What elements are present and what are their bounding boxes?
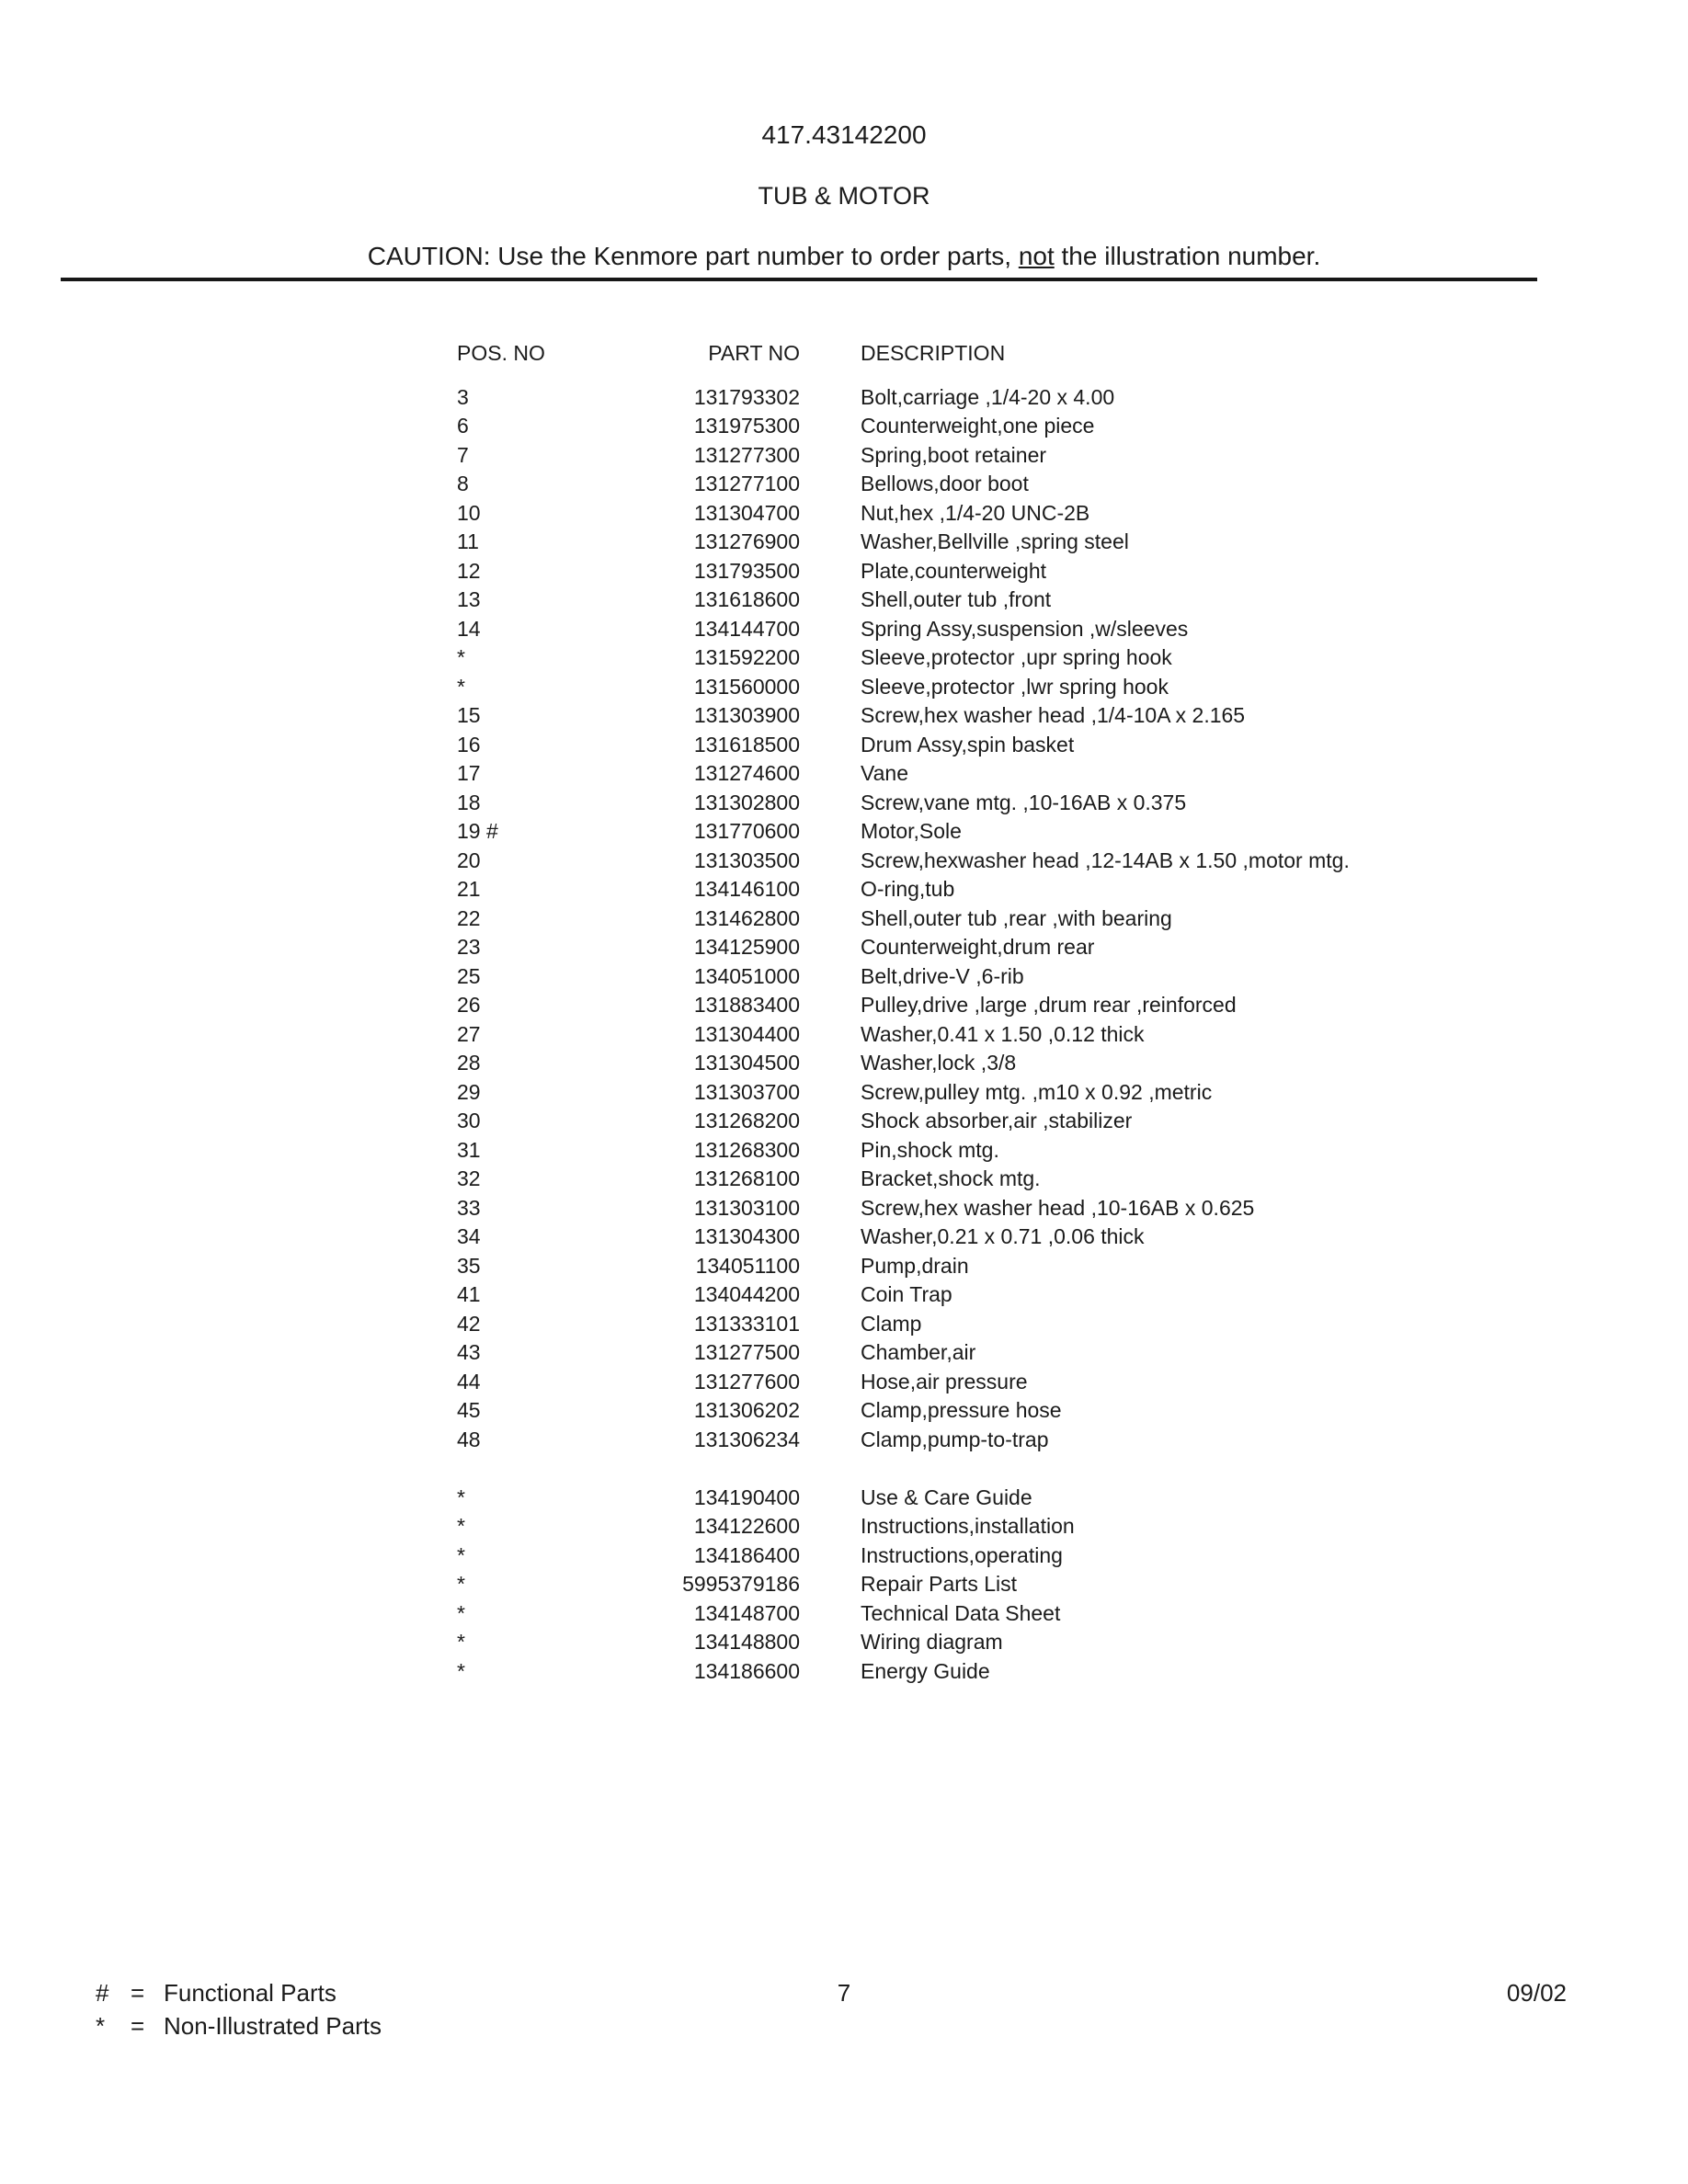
table-row <box>457 731 1350 760</box>
pos-no: 33 <box>457 1195 481 1220</box>
part-no: 134190400 <box>693 1484 800 1509</box>
description: Screw,hex washer head ,10-16AB x 0.625 <box>861 1195 1255 1220</box>
description: Washer,Bellville ,spring steel <box>861 529 1129 553</box>
table-row <box>457 412 1350 441</box>
pos-no: 48 <box>457 1427 481 1451</box>
part-no: 134125900 <box>693 935 800 959</box>
table-row <box>457 1280 1350 1310</box>
description: Plate,counterweight <box>861 558 1047 583</box>
pos-no: * <box>457 1484 465 1509</box>
table-row <box>457 759 1350 789</box>
table-row <box>457 1657 1350 1687</box>
part-no: 131304300 <box>693 1224 800 1248</box>
caution-suffix: the illustration number. <box>1054 242 1321 270</box>
parts-rows <box>457 383 1350 1455</box>
pos-no: 35 <box>457 1253 481 1278</box>
pos-no: 8 <box>457 472 469 495</box>
pos-no: 14 <box>457 616 481 641</box>
description: Counterweight,one piece <box>861 414 1095 438</box>
table-row <box>457 1396 1350 1426</box>
description: Vane <box>861 761 909 785</box>
part-no: 131303700 <box>693 1079 800 1104</box>
column-header-pos-no: POS. NO <box>457 341 545 365</box>
description: Technical Data Sheet <box>861 1600 1061 1625</box>
part-no: 131333101 <box>693 1311 800 1336</box>
part-no: 131268300 <box>693 1137 800 1162</box>
part-no: 131975300 <box>693 414 800 438</box>
description: Use & Care Guide <box>861 1484 1032 1509</box>
pos-no: 30 <box>457 1109 481 1132</box>
table-row <box>457 991 1350 1020</box>
legend-equals: = <box>131 1979 145 2007</box>
part-no: 131268100 <box>693 1166 800 1190</box>
pos-no: 3 <box>457 384 469 409</box>
description: Spring,boot retainer <box>861 442 1047 467</box>
part-no: 131793500 <box>693 558 800 583</box>
pos-no: * <box>457 674 465 699</box>
description: O-ring,tub <box>861 877 955 901</box>
table-row <box>457 643 1350 673</box>
table-row <box>457 817 1350 847</box>
pos-no: 15 <box>457 703 481 727</box>
pos-no: 13 <box>457 587 481 611</box>
table-row <box>457 1368 1350 1397</box>
part-no: 131770600 <box>693 819 800 843</box>
table-row <box>457 789 1350 818</box>
pos-no: 16 <box>457 732 481 756</box>
pos-no: * <box>457 1630 465 1654</box>
pos-no: 28 <box>457 1051 481 1075</box>
description: Pulley,drive ,large ,drum rear ,reinforced <box>861 993 1237 1017</box>
table-row <box>457 1078 1350 1108</box>
pos-no: 31 <box>457 1137 481 1162</box>
table-row <box>457 441 1350 471</box>
table-row <box>457 1628 1350 1657</box>
pos-no: * <box>457 1658 465 1683</box>
table-row <box>457 1426 1350 1455</box>
description: Instructions,installation <box>861 1514 1075 1538</box>
description: Shell,outer tub ,rear ,with bearing <box>861 905 1172 930</box>
pos-no: * <box>457 1572 465 1596</box>
part-no: 131268200 <box>693 1109 800 1132</box>
part-no: 134186400 <box>693 1542 800 1567</box>
part-no: 131304700 <box>693 500 800 525</box>
table-row <box>457 499 1350 529</box>
pos-no: 43 <box>457 1340 481 1364</box>
description: Washer,lock ,3/8 <box>861 1051 1017 1075</box>
description: Sleeve,protector ,lwr spring hook <box>861 674 1169 699</box>
part-no: 131274600 <box>693 761 800 785</box>
description: Sleeve,protector ,upr spring hook <box>861 645 1172 669</box>
description: Belt,drive-V ,6-rib <box>861 963 1024 988</box>
pos-no: 34 <box>457 1224 481 1248</box>
part-no: 134146100 <box>693 877 800 901</box>
part-no: 131306234 <box>693 1427 800 1451</box>
description: Washer,0.41 x 1.50 ,0.12 thick <box>861 1021 1145 1046</box>
description: Nut,hex ,1/4-20 UNC-2B <box>861 500 1090 525</box>
description: Pump,drain <box>861 1253 969 1278</box>
parts-table <box>457 339 1350 1686</box>
table-row <box>457 1107 1350 1136</box>
pos-no: * <box>457 1542 465 1567</box>
part-no: 134051000 <box>693 963 800 988</box>
legend-label: Functional Parts <box>164 1979 336 2007</box>
table-row <box>457 1136 1350 1166</box>
table-row <box>457 1310 1350 1339</box>
pos-no: 27 <box>457 1021 481 1046</box>
pos-no: 7 <box>457 442 469 467</box>
description: Pin,shock mtg. <box>861 1137 999 1162</box>
part-no: 131277500 <box>693 1340 800 1364</box>
part-no: 134148800 <box>693 1630 800 1654</box>
table-row <box>457 847 1350 876</box>
part-no: 131277100 <box>693 472 800 495</box>
description: Repair Parts List <box>861 1572 1018 1596</box>
description: Bellows,door boot <box>861 472 1029 495</box>
table-row <box>457 1338 1350 1368</box>
table-row <box>457 1252 1350 1281</box>
table-row <box>457 1570 1350 1599</box>
part-no: 131883400 <box>693 993 800 1017</box>
description: Bolt,carriage ,1/4-20 x 4.00 <box>861 384 1115 409</box>
description: Counterweight,drum rear <box>861 935 1095 959</box>
part-no: 134051100 <box>695 1253 800 1278</box>
table-row <box>457 1484 1350 1513</box>
table-row <box>457 528 1350 557</box>
description: Screw,hexwasher head ,12-14AB x 1.50 ,motor mtg. <box>861 847 1350 872</box>
pos-no: 19 # <box>457 819 498 843</box>
description: Motor,Sole <box>861 819 962 843</box>
table-row <box>457 1020 1350 1050</box>
table-row <box>457 470 1350 499</box>
description: Drum Assy,spin basket <box>861 732 1075 756</box>
description: Clamp,pump-to-trap <box>861 1427 1049 1451</box>
table-row <box>457 383 1350 413</box>
part-no: 134122600 <box>693 1514 800 1538</box>
part-no: 131303500 <box>693 847 800 872</box>
pos-no: 23 <box>457 935 481 959</box>
description: Coin Trap <box>861 1282 952 1306</box>
part-no: 134148700 <box>693 1600 800 1625</box>
table-row <box>457 1223 1350 1252</box>
pos-no: 10 <box>457 500 481 525</box>
table-row <box>457 1599 1350 1629</box>
part-no: 131303900 <box>693 703 800 727</box>
pos-no: 17 <box>457 761 481 785</box>
part-no: 131560000 <box>693 674 800 699</box>
pos-no: 26 <box>457 993 481 1017</box>
part-no: 131304400 <box>693 1021 800 1046</box>
description: Washer,0.21 x 0.71 ,0.06 thick <box>861 1224 1145 1248</box>
revision-date: 09/02 <box>1506 1979 1567 2007</box>
page-number: 7 <box>837 1979 851 2007</box>
description: Instructions,operating <box>861 1542 1063 1567</box>
legend-label: Non-Illustrated Parts <box>164 2012 382 2040</box>
table-row <box>457 875 1350 904</box>
pos-no: 25 <box>457 963 481 988</box>
part-no: 131618500 <box>693 732 800 756</box>
section-title: TUB & MOTOR <box>758 182 930 210</box>
part-no: 131592200 <box>693 645 800 669</box>
description: Chamber,air <box>861 1340 976 1364</box>
table-row <box>457 962 1350 992</box>
table-row <box>457 557 1350 586</box>
legend-non-illustrated-parts <box>96 2009 382 2042</box>
table-row <box>457 586 1350 615</box>
pos-no: * <box>457 1514 465 1538</box>
pos-no: 22 <box>457 905 481 930</box>
part-no: 131277600 <box>693 1369 800 1393</box>
part-no: 134144700 <box>693 616 800 641</box>
table-row <box>457 673 1350 702</box>
pos-no: 44 <box>457 1369 481 1393</box>
pos-no: 42 <box>457 1311 481 1336</box>
pos-no: 6 <box>457 414 469 438</box>
part-no: 131276900 <box>693 529 800 553</box>
table-row <box>457 1194 1350 1223</box>
table-row <box>457 1541 1350 1571</box>
caution-prefix: CAUTION: Use the Kenmore part number to order parts, <box>367 242 1019 270</box>
table-row <box>457 701 1350 731</box>
part-no: 134186600 <box>693 1658 800 1683</box>
table-row <box>457 904 1350 934</box>
description: Screw,vane mtg. ,10-16AB x 0.375 <box>861 790 1187 814</box>
horizontal-rule <box>61 278 1537 281</box>
pos-no: 20 <box>457 847 481 872</box>
pos-no: 29 <box>457 1079 481 1104</box>
column-header-description: DESCRIPTION <box>861 341 1006 365</box>
part-no: 131306202 <box>693 1398 800 1422</box>
description: Clamp <box>861 1311 922 1336</box>
pos-no: * <box>457 1600 465 1625</box>
table-row <box>457 1165 1350 1194</box>
group-gap <box>457 1454 1350 1484</box>
caution-line <box>0 241 1688 272</box>
pos-no: 21 <box>457 877 481 901</box>
description: Clamp,pressure hose <box>861 1398 1062 1422</box>
table-row <box>457 1049 1350 1078</box>
legend-symbol: * <box>96 2012 106 2040</box>
description: Screw,pulley mtg. ,m10 x 0.92 ,metric <box>861 1079 1213 1104</box>
pos-no: 11 <box>457 529 479 553</box>
pos-no: * <box>457 645 465 669</box>
table-row <box>457 1512 1350 1541</box>
part-no: 131793302 <box>693 384 800 409</box>
part-no: 134044200 <box>693 1282 800 1306</box>
description: Spring Assy,suspension ,w/sleeves <box>861 616 1189 641</box>
part-no: 131462800 <box>693 905 800 930</box>
caution-underlined-word: not <box>1018 242 1055 270</box>
part-no: 131303100 <box>693 1195 800 1220</box>
description: Hose,air pressure <box>861 1369 1028 1393</box>
part-no: 131302800 <box>693 790 800 814</box>
document-rows <box>457 1484 1350 1687</box>
part-no: 131304500 <box>693 1051 800 1075</box>
description: Bracket,shock mtg. <box>861 1166 1041 1190</box>
pos-no: 41 <box>457 1282 481 1306</box>
column-header-part-no: PART NO <box>708 341 800 365</box>
legend-symbol: # <box>96 1979 109 2007</box>
pos-no: 18 <box>457 790 481 814</box>
part-no: 5995379186 <box>682 1572 800 1596</box>
model-number: 417.43142200 <box>761 120 927 149</box>
table-row <box>457 615 1350 644</box>
pos-no: 32 <box>457 1166 481 1190</box>
description: Shell,outer tub ,front <box>861 587 1052 611</box>
table-row <box>457 933 1350 962</box>
description: Shock absorber,air ,stabilizer <box>861 1109 1133 1132</box>
description: Screw,hex washer head ,1/4-10A x 2.165 <box>861 703 1246 727</box>
description: Energy Guide <box>861 1658 990 1683</box>
part-no: 131618600 <box>693 587 800 611</box>
part-no: 131277300 <box>693 442 800 467</box>
description: Wiring diagram <box>861 1630 1003 1654</box>
pos-no: 45 <box>457 1398 481 1422</box>
pos-no: 12 <box>457 558 481 583</box>
table-header-row <box>457 339 1350 369</box>
legend-equals: = <box>131 2012 145 2040</box>
